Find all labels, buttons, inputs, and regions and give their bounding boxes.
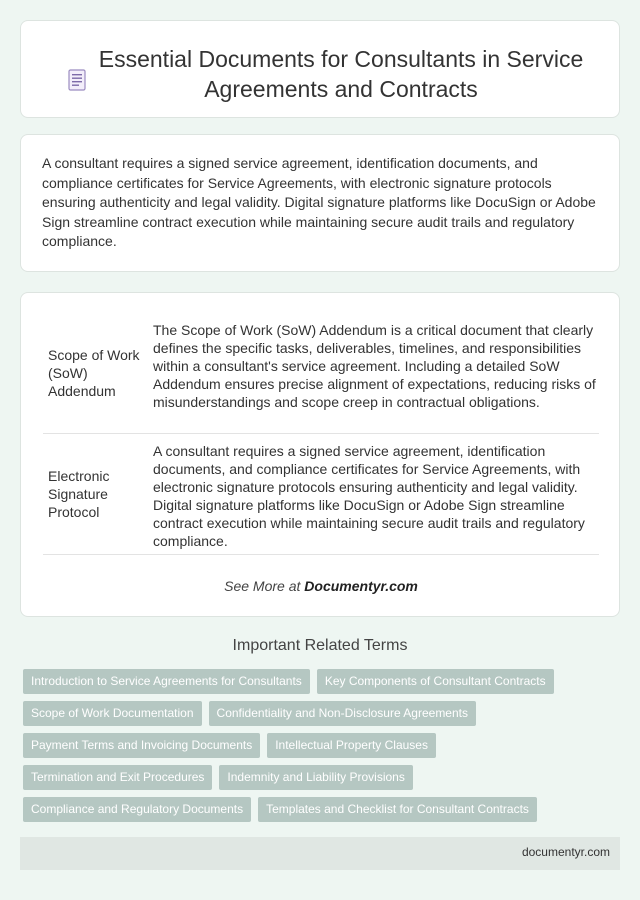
term-cell: Scope of Work (SoW) Addendum: [48, 347, 140, 399]
related-tag[interactable]: Scope of Work Documentation: [23, 701, 202, 726]
intro-card: [20, 134, 620, 272]
related-tag[interactable]: Compliance and Regulatory Documents: [23, 797, 251, 822]
table-row: [43, 313, 599, 434]
see-more-prefix: See More at: [224, 578, 305, 594]
term-cell: Electronic Signature Protocol: [48, 468, 110, 520]
description-cell: A consultant requires a signed service agreement, identification documents, and compliance certificates for Service Agreements, with electronic signature protocols ensuring authenticity and legal validity. Digital signature platforms like DocuSign or Adobe Sign streamline contract execution while maintaining secure audit trails and regulatory compliance.: [153, 443, 585, 549]
terms-table-card: [20, 292, 620, 617]
terms-table: [43, 313, 599, 555]
intro-text: A consultant requires a signed service agreement, identification documents, and compliance certificates for Service Agreements, with electronic signature protocols ensuring authenticity and legal validity. Digital signature platforms like DocuSign or Adobe Sign streamline contract execution while maintaining secure audit trails and regulatory compliance.: [42, 155, 596, 249]
related-terms-heading: Important Related Terms: [232, 637, 408, 654]
description-cell: The Scope of Work (SoW) Addendum is a critical document that clearly defines the specific tasks, deliverables, timelines, and responsibilities within a consultant's service agreement. Including a detailed SoW Addendum ensures precise alignment of expectations, reducing risks of misunderstandings and scope creep in contractual obligations.: [153, 322, 596, 410]
related-tag[interactable]: Payment Terms and Invoicing Documents: [23, 733, 260, 758]
title-card: [20, 20, 620, 118]
page-title: Essential Documents for Consultants in Service Agreements and Contracts: [98, 46, 584, 102]
related-tag[interactable]: Termination and Exit Procedures: [23, 765, 212, 790]
related-tag[interactable]: Confidentiality and Non-Disclosure Agreements: [209, 701, 476, 726]
see-more: [21, 578, 621, 594]
table-row: [43, 434, 599, 555]
footer-site[interactable]: documentyr.com: [521, 845, 610, 859]
related-tags: [23, 669, 623, 829]
related-tag[interactable]: Templates and Checklist for Consultant Contracts: [258, 797, 537, 822]
footer: [20, 837, 620, 870]
related-tag[interactable]: Key Components of Consultant Contracts: [317, 669, 554, 694]
related-tag[interactable]: Introduction to Service Agreements for Consultants: [23, 669, 310, 694]
related-tag[interactable]: Indemnity and Liability Provisions: [219, 765, 412, 790]
see-more-link[interactable]: Documentyr.com: [304, 578, 418, 594]
related-tag[interactable]: Intellectual Property Clauses: [267, 733, 436, 758]
